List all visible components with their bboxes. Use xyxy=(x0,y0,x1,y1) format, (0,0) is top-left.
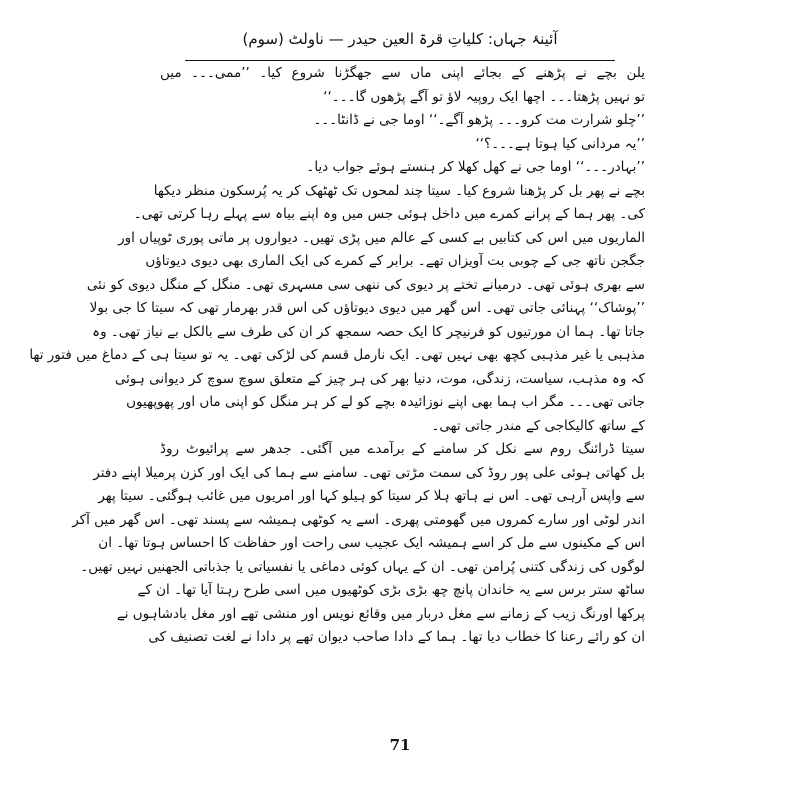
text-line: کے ساتھ کالیکاجی کے مندر جاتی تھی۔ xyxy=(431,417,645,434)
text-line: الماریوں میں اس کی کتابیں بے کسی کے عالم میں پڑی تھیں۔ دیواروں پر ماتی پوری ٹوپیاں اور xyxy=(118,229,645,246)
text-line: ’’بہادر۔۔۔‘‘ اوما جی نے کھل کھلا کر ہنستے ہوئے جواب دیا۔ xyxy=(306,159,645,175)
text-line: ان کو رائے رعنا کا خطاب دیا تھا۔ ہما کے دادا صاحب دیوان تھے پر دادا نے لغت تصنیف کی xyxy=(148,629,645,645)
text-line: ساٹھ ستر برس سے یہ خاندان پانچ چھ بڑی بڑی کوٹھیوں میں اسی طرح رہتا آیا تھا۔ ان کے xyxy=(137,582,645,598)
text-line: کہ وہ مذہب، سیاست، زندگی، موت، دنیا بھر کی ہر چیز کے متعلق سوچ سوچ کر دیوانی ہوئی xyxy=(114,370,645,387)
text-line: تو نہیں پڑھتا۔۔۔ اچھا ایک روپیہ لاؤ تو آگے پڑھوں گا۔۔۔‘‘ xyxy=(323,88,645,105)
text-line: لوگوں کی زندگی کتنی پُرامن تھی۔ ان کے یہاں کوئی دماغی یا نفسیاتی یا جذباتی الجھنیں نہیں تھیں۔ xyxy=(80,558,645,575)
text-line: سے بھری ہوئی تھی۔ درمیانے تختے پر دیوی کی ننھی سی مسہری تھی۔ منگل کے منگل دیوی کو نئی xyxy=(86,276,645,293)
text-line: سے واپس آرہی تھی۔ اس نے ہاتھ ہلا کر سیتا کو ہیلو کہا اور امریوں میں غائب ہوگئی۔ سیتا پھر xyxy=(98,488,645,504)
text-line: اندر لوٹی اور سارے کمروں میں گھومتی پھری۔ اسے یہ کوٹھی ہمیشہ سے پسند تھی۔ اس گھر میں آکر xyxy=(72,511,645,528)
page-number: 71 xyxy=(389,736,411,754)
text-line: ’’یہ مردانی کیا ہوتا ہے۔۔۔؟‘‘ xyxy=(475,135,645,152)
text-line: جگجن ناتھ جی کے چوبی بت آویزاں تھے۔ برابر کے کمرے کی ایک الماری بھی دیوی دیوتاؤں xyxy=(145,253,645,269)
text-line: بچے نے پھر بل کر پڑھنا شروع کیا۔ سیتا چند لمحوں تک ٹھٹھک کر یہ پُرسکون منظر دیکھا xyxy=(153,182,645,199)
text-line: بل کھاتی ہوئی علی پور روڈ کی سمت مڑتی تھی۔ سامنے سے ہما کی ایک اور کزن پرمیلا اپنے دفتر xyxy=(93,464,645,481)
text-line: مذہبی یا غیر مذہبی کچھ بھی نہیں تھی۔ ایک نارمل قسم کی لڑکی تھی۔ یہ تو سیتا ہی کے دماغ میں فتور تھا xyxy=(29,347,645,363)
text-line: جاتی تھی۔۔۔ مگر اب ہما بھی اپنے نوزائیدہ بچے کو لے کر ہر منگل کو اپنی ماں اور پھوپھیوں xyxy=(126,394,645,410)
text-line: سیتا ڈرائنگ روم سے نکل کر سامنے کے برآمدے میں آگئی۔ جدھر سے پرائیوٹ روڈ xyxy=(160,441,645,457)
text-line: اس کے مکینوں سے مل کر اسے ہمیشہ ایک عجیب سی راحت اور حفاظت کا احساس ہوتا تھا۔ ان xyxy=(98,535,645,551)
body-text xyxy=(29,62,645,650)
text-line: کی۔ پھر ہما کے پرانے کمرے میں داخل ہوئی جس میں وہ اپنے بیاہ سے پہلے رہا کرتی تھی۔ xyxy=(133,206,645,222)
running-head: آئینۂ جہاں: کلیاتِ قرۃ العین حیدر — ناولٹ (سوم) xyxy=(242,30,558,48)
text-line: یلن بچے نے پڑھنے کے بجائے اپنی ماں سے جھگڑنا شروع کیا۔ ’’ممی۔۔۔ میں xyxy=(160,65,645,81)
header-rule xyxy=(185,60,615,61)
text-line: جاتا تھا۔ ہما ان مورتیوں کو فرنیچر کا ایک حصہ سمجھ کر ان کی طرف سے بالکل بے نیاز تھی۔ وہ xyxy=(92,323,645,340)
text-line: پرکھا اورنگ زیب کے زمانے سے مغل دربار میں وقائع نویس اور منشی تھے اور مغل بادشاہوں نے xyxy=(116,605,645,622)
text-line: ’’چلو شرارت مت کرو۔۔۔ پڑھو آگے۔‘‘ اوما جی نے ڈانٹا۔۔۔ xyxy=(313,112,645,128)
text-line: ’’پوشاک‘‘ پہنائی جاتی تھی۔ اس گھر میں دیوی دیوتاؤں کی اس قدر بھرمار تھی کہ سیتا کا جی بولا xyxy=(89,300,645,316)
